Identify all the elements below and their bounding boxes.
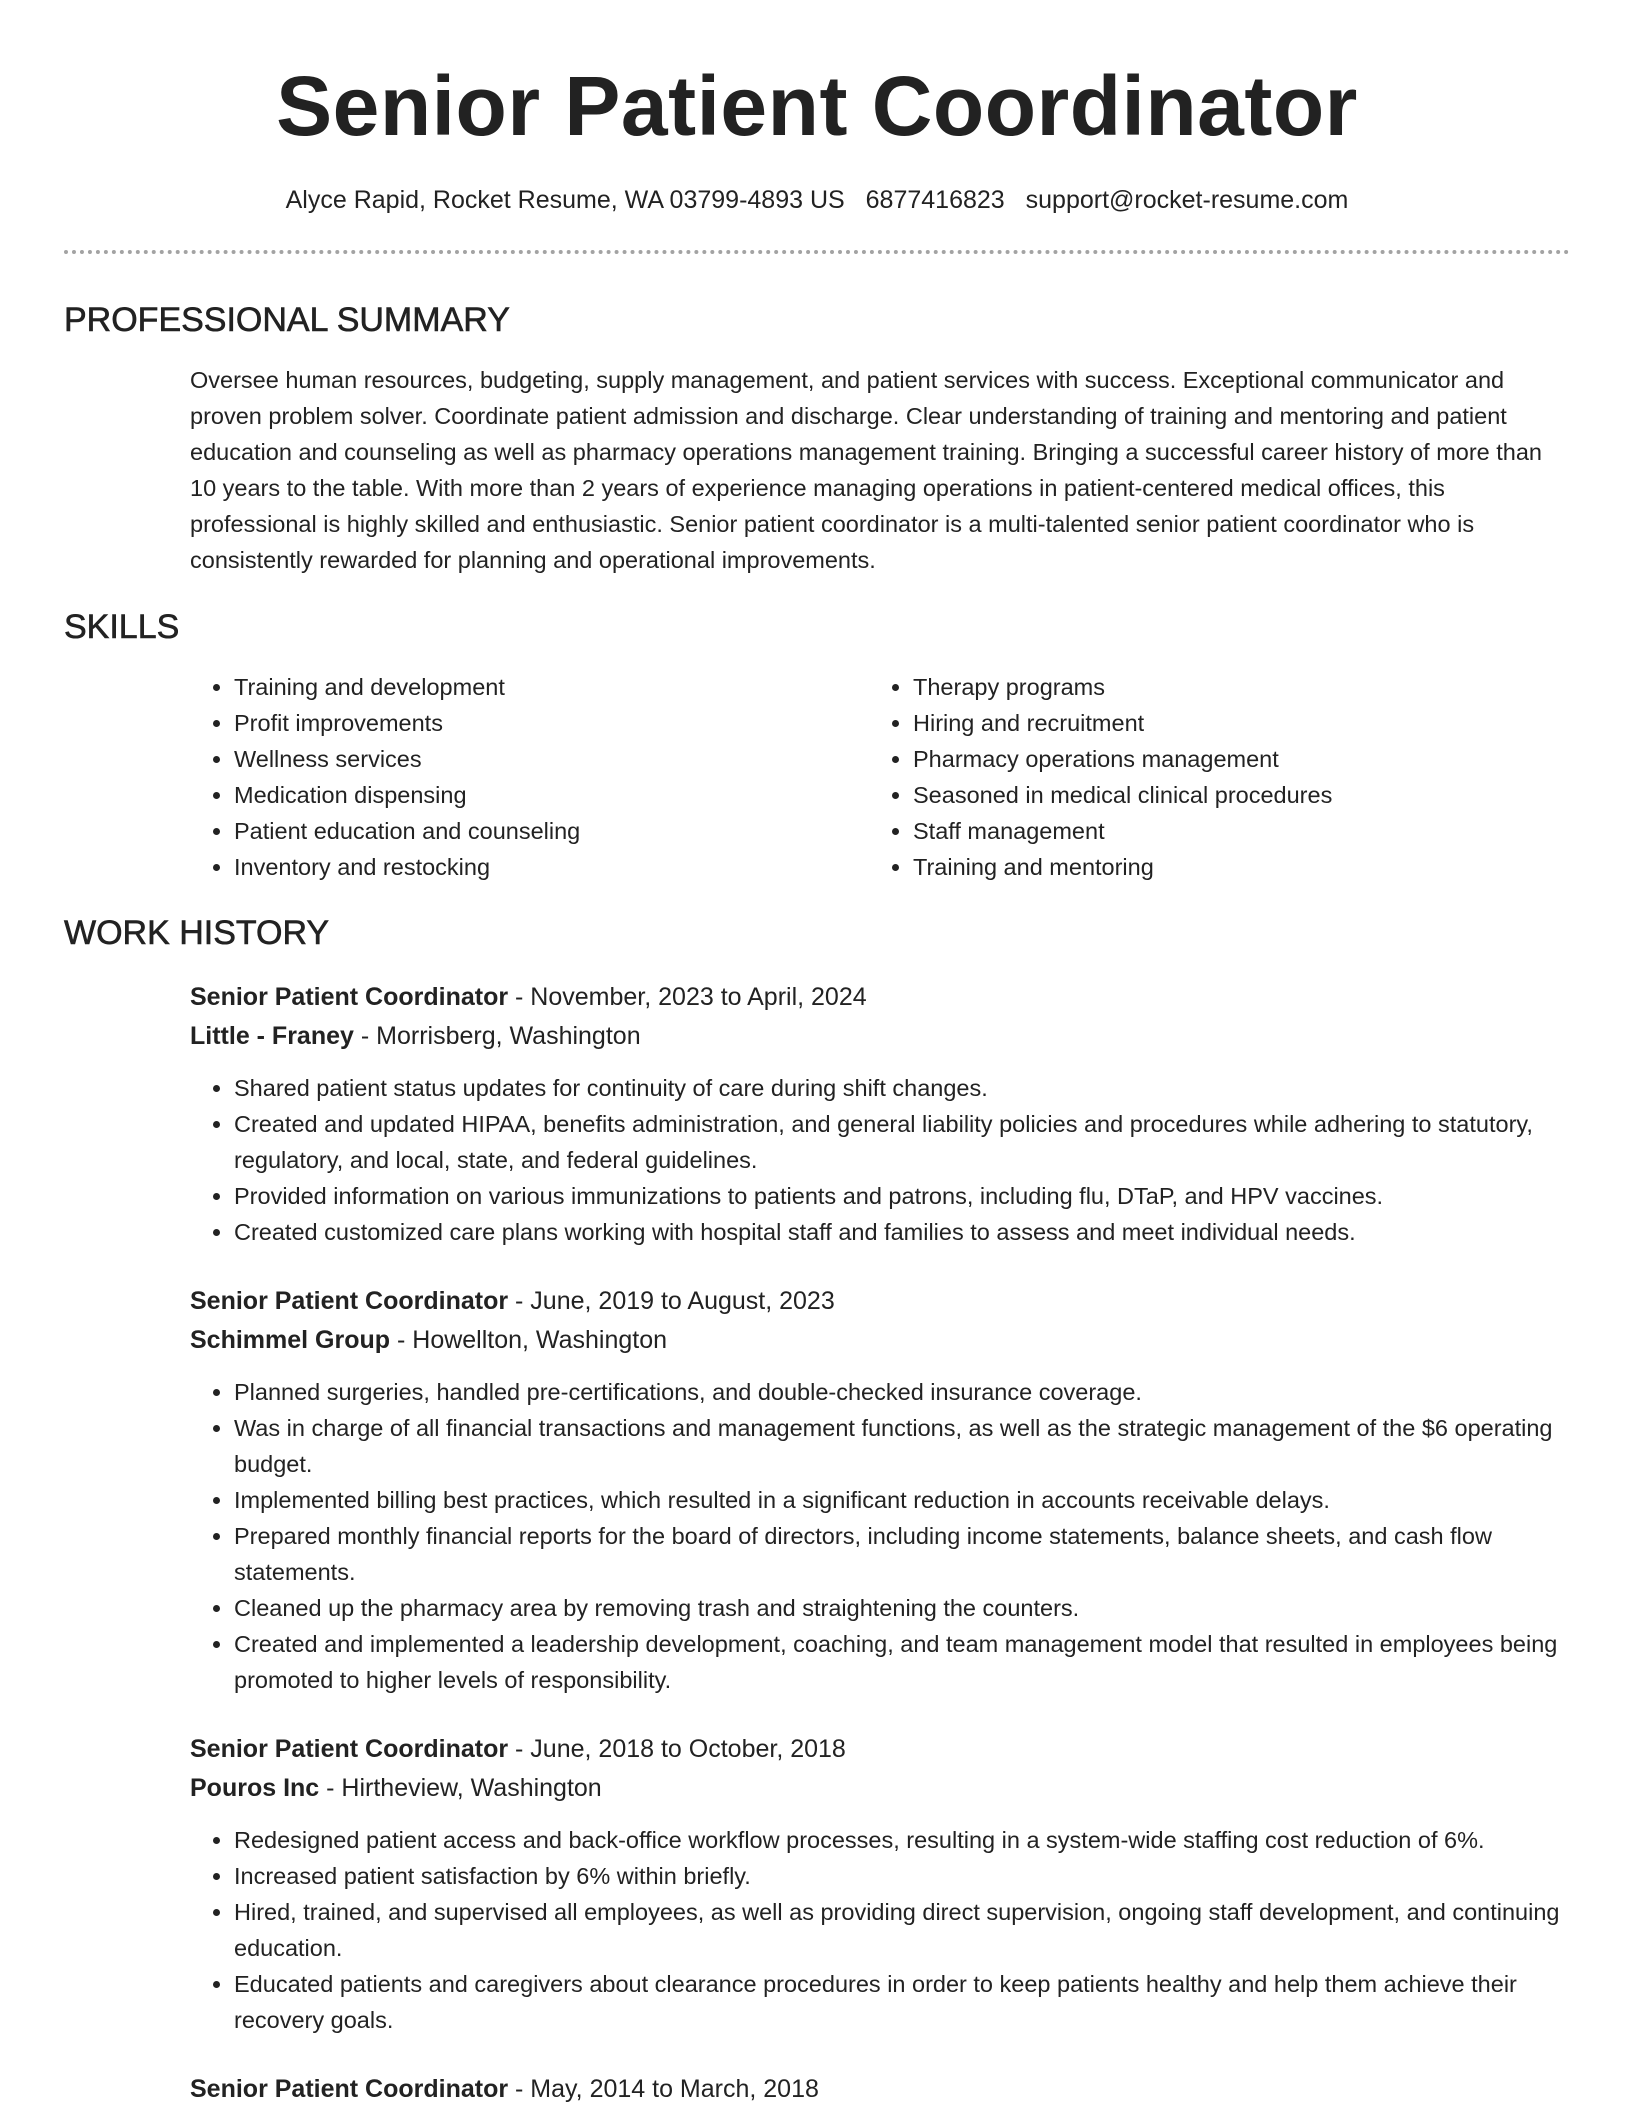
skill-item: • Inventory and restocking — [234, 849, 869, 885]
job-location: - Morrisberg, Washington — [353, 1022, 641, 1050]
job-bullet: • Provided information on various immunizations to patients and patrons, including flu, DTaP, and HPV vaccines. — [234, 1178, 1570, 1214]
skills-column-right — [869, 669, 1332, 885]
job-bullet: • Shared patient status updates for continuity of care during shift changes. — [234, 1070, 1570, 1106]
skill-item: • Patient education and counseling — [234, 813, 869, 849]
skill-item: • Profit improvements — [234, 705, 869, 741]
job-title-line — [190, 978, 1570, 1017]
job-bullets — [190, 1070, 1570, 1250]
skill-item: • Training and development — [234, 669, 869, 705]
job-bullet: • Redesigned patient access and back-office workflow processes, resulting in a system-wide staffing cost reduction of 6%. — [234, 1822, 1570, 1858]
skill-item: • Training and mentoring — [913, 849, 1332, 885]
job-company: Pouros Inc — [190, 1774, 320, 1802]
skills-column-left — [190, 669, 869, 885]
skill-item: • Therapy programs — [913, 669, 1332, 705]
job-bullet: • Was in charge of all financial transactions and management functions, as well as the strategic management of the $6 operating budget. — [234, 1410, 1570, 1482]
job-company-line — [190, 1769, 1570, 1808]
summary-text: Oversee human resources, budgeting, supply management, and patient services with success. Exceptional communicator and proven problem solver. Coordinate patient admission and discharge. Clear understanding of training and mentoring and patient education and counseling as well as pharmacy operations management training. Bringing a successful career history of more than 10 years to the table. With more than 2 years of experience managing operations in patient-centered medical offices, this professional is highly skilled and enthusiastic. Senior patient coordinator is a multi-talented senior patient coordinator who is consistently rewarded for planning and operational improvements. — [190, 367, 1542, 573]
job-location: - Hirtheview, Washington — [319, 1774, 602, 1802]
job-bullet: • Increased patient satisfaction by 6% within briefly. — [234, 1858, 1570, 1894]
job-title: Senior Patient Coordinator — [190, 1735, 509, 1763]
job-company: Little - Franey — [190, 1022, 354, 1050]
job-title: Senior Patient Coordinator — [190, 1287, 509, 1315]
job-bullet: • Hired, trained, and supervised all employees, as well as providing direct supervision, ongoing staff development, and continuing education. — [234, 1894, 1570, 1966]
skills-list — [190, 669, 1570, 885]
skill-item: • Hiring and recruitment — [913, 705, 1332, 741]
job-bullet: • Created and implemented a leadership development, coaching, and team management model that resulted in employees being promoted to higher levels of responsibility. — [234, 1626, 1570, 1698]
contact-address: Alyce Rapid, Rocket Resume, WA 03799-4893 US — [285, 186, 845, 214]
header-divider — [64, 250, 1570, 254]
skill-item: • Seasoned in medical clinical procedures — [913, 777, 1332, 813]
job-dates: - June, 2018 to October, 2018 — [508, 1735, 846, 1763]
skill-item: • Medication dispensing — [234, 777, 869, 813]
skill-item: • Staff management — [913, 813, 1332, 849]
skill-item: • Wellness services — [234, 741, 869, 777]
job-dates: - June, 2019 to August, 2023 — [508, 1287, 835, 1315]
job-bullet: • Planned surgeries, handled pre-certifications, and double-checked insurance coverage. — [234, 1374, 1570, 1410]
job-title: Senior Patient Coordinator — [190, 2075, 509, 2103]
job-company: Schimmel Group — [190, 1326, 391, 1354]
job-title-line — [190, 1282, 1570, 1321]
job-bullet: • Cleaned up the pharmacy area by removing trash and straightening the counters. — [234, 1590, 1570, 1626]
resume-page — [64, 0, 1570, 2109]
job-dates: - November, 2023 to April, 2024 — [508, 983, 867, 1011]
job-company-line — [190, 1017, 1570, 1056]
job-entry — [190, 2070, 1570, 2109]
job-bullet: • Implemented billing best practices, which resulted in a significant reduction in accounts receivable delays. — [234, 1482, 1570, 1518]
job-bullet: • Prepared monthly financial reports for the board of directors, including income statements, balance sheets, and cash flow statements. — [234, 1518, 1570, 1590]
skills-heading: SKILLS — [64, 608, 180, 646]
job-location: - Howellton, Washington — [390, 1326, 668, 1354]
job-bullet: • Created and updated HIPAA, benefits administration, and general liability policies and procedures while adhering to statutory, regulatory, and local, state, and federal guidelines. — [234, 1106, 1570, 1178]
job-company-line — [190, 1321, 1570, 1360]
job-bullet: • Created customized care plans working with hospital staff and families to assess and meet individual needs. — [234, 1214, 1570, 1250]
contact-line — [64, 184, 1570, 216]
work-history-heading: WORK HISTORY — [64, 914, 330, 952]
summary-heading: PROFESSIONAL SUMMARY — [64, 301, 510, 339]
job-title-line — [190, 2070, 1570, 2109]
job-entry — [190, 978, 1570, 1250]
job-bullets — [190, 1374, 1570, 1698]
job-title-line — [190, 1730, 1570, 1769]
job-bullets — [190, 1822, 1570, 2038]
job-entry — [190, 1730, 1570, 2038]
job-dates: - May, 2014 to March, 2018 — [508, 2075, 819, 2103]
resume-title: Senior Patient Coordinator — [276, 59, 1358, 153]
job-entry — [190, 1282, 1570, 1698]
contact-phone: 6877416823 — [865, 186, 1005, 214]
job-title: Senior Patient Coordinator — [190, 983, 509, 1011]
job-bullet: • Educated patients and caregivers about clearance procedures in order to keep patients healthy and help them achieve their recovery goals. — [234, 1966, 1570, 2038]
contact-email: support@rocket-resume.com — [1025, 186, 1349, 214]
skill-item: • Pharmacy operations management — [913, 741, 1332, 777]
